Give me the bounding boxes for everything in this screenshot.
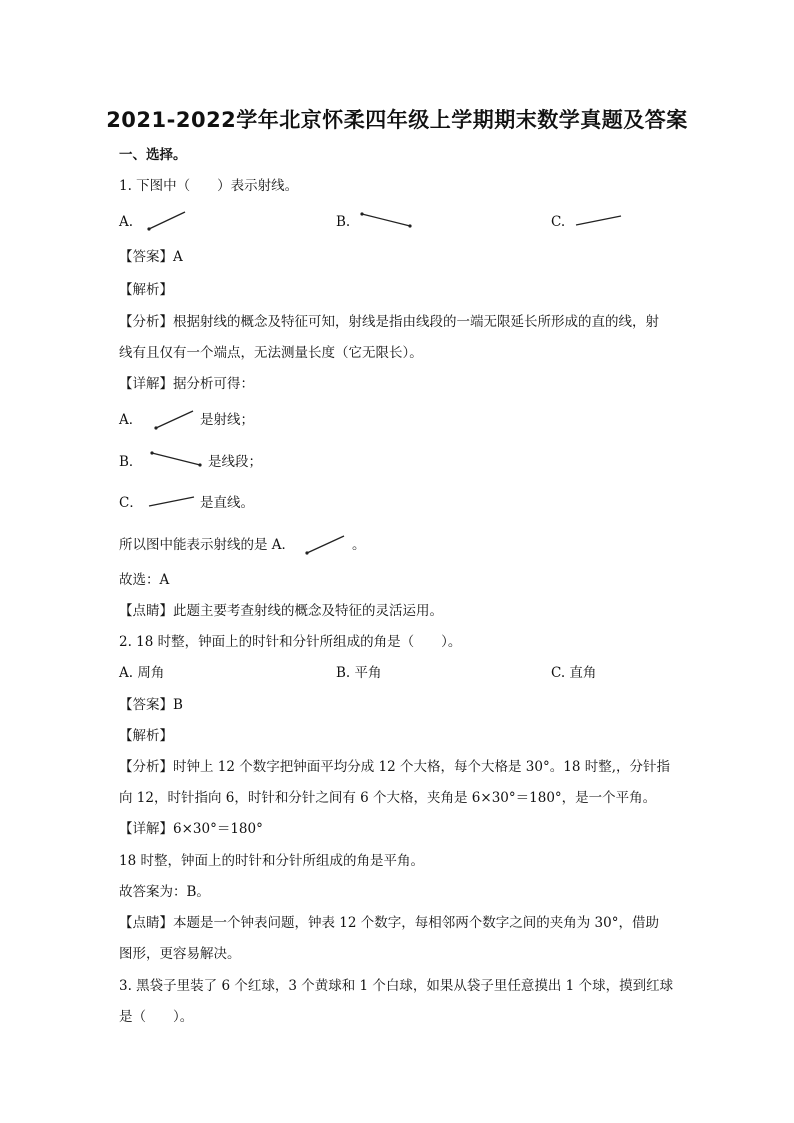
q1-detail-b-label: B． — [119, 454, 143, 470]
q1-option-b-segment — [360, 212, 414, 230]
q1-detail-c-label: C． — [119, 495, 143, 511]
q1-option-c-line — [575, 214, 623, 228]
q3-stem-line-1: 3. 黑袋子里装了 6 个红球，3 个黄球和 1 个白球，如果从袋子里任意摸出 1 个球，摸到红球 — [119, 978, 674, 994]
q1-answer: 【答案】A — [119, 249, 183, 265]
q2-analysis-line-1: 【分析】时钟上 12 个数字把钟面平均分成 12 个大格，每个大格是 30°。18 时整,，分针指 — [119, 759, 671, 775]
q1-detail-b-segment — [150, 451, 204, 469]
q2-choose: 故答案为：B。 — [119, 884, 210, 900]
q1-detail-b-text: 是线段； — [208, 454, 262, 470]
q1-analysis-line-1: 【分析】根据射线的概念及特征可知，射线是指由线段的一端无限延长所形成的直的线，射 — [119, 314, 659, 330]
q1-choose: 故选：A — [119, 572, 170, 588]
q3-stem-line-2: 是（ ）。 — [119, 1009, 194, 1025]
q1-detail: 【详解】据分析可得： — [119, 376, 254, 392]
q1-detail-c-text: 是直线。 — [200, 495, 254, 511]
q1-option-c-label: C. — [551, 214, 566, 230]
q2-analysis-line-2: 向 12，时针指向 6，时针和分针之间有 6 个大格，夹角是 6×30°＝180°，是一个平角。 — [119, 790, 657, 806]
q1-option-b-label: B. — [336, 214, 351, 230]
q1-comment: 【点睛】此题主要考查射线的概念及特征的灵活运用。 — [119, 603, 443, 619]
q2-answer: 【答案】B — [119, 697, 183, 713]
q1-option-a-ray — [146, 210, 186, 232]
q2-option-a: A. 周角 — [119, 665, 165, 681]
q1-conclusion-ray — [304, 534, 346, 556]
q2-analysis-heading: 【解析】 — [119, 728, 173, 744]
q1-option-a-label: A. — [119, 214, 134, 230]
q1-detail-a-text: 是射线； — [200, 412, 254, 428]
q1-detail-a-label: A． — [119, 412, 143, 428]
q2-detail-line-2: 18 时整，钟面上的时针和分针所组成的角是平角。 — [119, 853, 424, 869]
q1-detail-c-line — [148, 495, 196, 509]
q2-comment-line-2: 图形，更容易解决。 — [119, 946, 241, 962]
q1-analysis-heading: 【解析】 — [119, 282, 173, 298]
q1-conclusion-end: 。 — [352, 537, 366, 553]
document-title: 2021-2022学年北京怀柔四年级上学期期末数学真题及答案 — [106, 108, 688, 132]
q1-conclusion: 所以图中能表示射线的是 A． — [119, 537, 296, 553]
q2-option-c: C. 直角 — [551, 665, 597, 681]
q1-detail-a-ray — [153, 409, 195, 431]
q1-stem: 1. 下图中（ ）表示射线。 — [119, 178, 299, 194]
section-heading: 一、选择。 — [119, 147, 187, 163]
q2-stem: 2. 18 时整，钟面上的时针和分针所组成的角是（ ）。 — [119, 634, 462, 650]
q2-comment-line-1: 【点睛】本题是一个钟表问题，钟表 12 个数字，每相邻两个数字之间的夹角为 30°，借助 — [119, 915, 659, 931]
q1-analysis-line-2: 线有且仅有一个端点，无法测量长度（它无限长）。 — [119, 345, 423, 361]
q2-option-b: B. 平角 — [336, 665, 382, 681]
q2-detail: 【详解】6×30°＝180° — [119, 821, 263, 837]
